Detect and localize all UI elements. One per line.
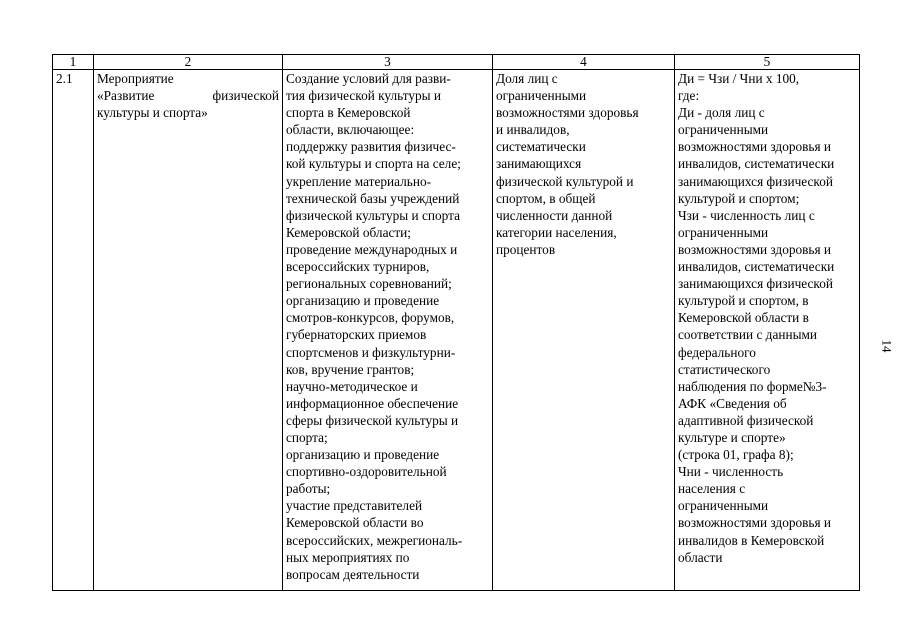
text-line: области, включающее: [286, 122, 415, 138]
text-line: ограниченными [496, 88, 587, 104]
text-line: Чзи - численность лиц с [678, 207, 815, 223]
header-row [53, 55, 860, 70]
text-line: кой культуры и спорта на селе; [286, 156, 461, 172]
text-line: возможностями здоровья [496, 105, 639, 121]
text-line: участие представителей [286, 498, 423, 514]
text-line: спортсменов и физкультурни- [286, 344, 456, 360]
text-line: ограниченными [678, 498, 769, 514]
text-line: проведение международных и [286, 241, 458, 257]
text-line: федерального [678, 344, 756, 360]
header-col-5: 5 [675, 55, 860, 70]
text-line: занимающихся [496, 156, 582, 172]
text-line: процентов [496, 241, 556, 257]
text-line: укрепление материально- [286, 173, 432, 189]
description-cell [283, 70, 493, 591]
text-line: физической культуры и спорта [286, 207, 460, 223]
text-line: Чни - численность [678, 464, 784, 480]
event-word: «Развитие [97, 88, 155, 104]
text-line: ограниченными [678, 122, 769, 138]
header-col-2: 2 [94, 55, 283, 70]
text-line: научно-методическое и [286, 378, 418, 394]
row-number [53, 70, 94, 591]
text-line: физической культурой и [496, 173, 634, 189]
text-line: тия физической культуры и [286, 88, 441, 104]
header-col-4: 4 [493, 55, 675, 70]
text-line: губернаторских приемов [286, 327, 427, 343]
text-line: поддержку развития физичес- [286, 139, 456, 155]
text-line: технической базы учреждений [286, 190, 460, 206]
text-line: систематически [496, 139, 586, 155]
text-line: занимающихся физической [678, 173, 833, 189]
text-line: организацию и проведение [286, 293, 440, 309]
event-cell [94, 70, 283, 591]
text-line: региональных соревнований; [286, 276, 452, 292]
text-line: вопросам деятельности [286, 566, 420, 582]
text-line: смотров-конкурсов, форумов, [286, 310, 455, 326]
text-line: Кемеровской области во [286, 515, 424, 531]
page-number: 14 [879, 339, 895, 353]
text-line: области [678, 549, 723, 565]
text-line: ных мероприятиях по [286, 549, 410, 565]
table-row [53, 70, 860, 591]
event-line-justified [97, 87, 279, 104]
text-line: инвалидов в Кемеровской [678, 532, 825, 548]
text-line: Ди = Чзи / Чни х 100, [678, 71, 800, 86]
text-line: и инвалидов, [496, 122, 570, 138]
text-line: спорта; [286, 429, 328, 445]
text-line: ограниченными [678, 224, 769, 240]
text-line: всероссийских турниров, [286, 259, 430, 275]
text-line: возможностями здоровья и [678, 515, 832, 531]
text-line: Кемеровской области; [286, 224, 411, 240]
text-line: Доля лиц с [496, 71, 558, 86]
text-line: инвалидов, систематически [678, 156, 835, 172]
formula-cell [675, 70, 860, 591]
text-line: Ди - доля лиц с [678, 105, 765, 121]
event-line: Мероприятие [97, 71, 174, 86]
text-line: возможностями здоровья и [678, 241, 832, 257]
text-line: Кемеровской области в [678, 310, 809, 326]
text-line: где: [678, 88, 700, 104]
text-line: ков, вручение грантов; [286, 361, 415, 377]
event-word: физической [212, 88, 279, 104]
header-col-1: 1 [53, 55, 94, 70]
text-line: инвалидов, систематически [678, 259, 835, 275]
text-line: занимающихся физической [678, 276, 833, 292]
text-line: организацию и проведение [286, 447, 440, 463]
text-line: статистического [678, 361, 771, 377]
text-line: соответствии с данными [678, 327, 818, 343]
text-line: категории населения, [496, 224, 617, 240]
event-line: культуры и спорта» [97, 105, 208, 121]
text-line: АФК «Сведения об [678, 395, 787, 411]
text-line: информационное обеспечение [286, 395, 459, 411]
text-line: населения с [678, 481, 746, 497]
header-col-3: 3 [283, 55, 493, 70]
text-line: культурой и спортом, в [678, 293, 809, 309]
text-line: культурой и спортом; [678, 190, 800, 206]
text-line: наблюдения по форме№3- [678, 378, 827, 394]
text-line: сферы физической культуры и [286, 412, 459, 428]
text-line: адаптивной физической [678, 412, 814, 428]
text-line: культуре и спорте» [678, 429, 786, 445]
text-line: спорта в Кемеровской [286, 105, 411, 121]
text-line: численности данной [496, 207, 613, 223]
text-line: Создание условий для разви- [286, 71, 451, 86]
text-line: работы; [286, 481, 331, 497]
text-line: спортивно-оздоровительной [286, 464, 447, 480]
measures-table [52, 54, 860, 591]
text-line: возможностями здоровья и [678, 139, 832, 155]
text-line: всероссийских, межрегиональ- [286, 532, 463, 548]
text-line: (строка 01, графа 8); [678, 447, 794, 463]
indicator-cell [493, 70, 675, 591]
row-number-text: 2.1 [56, 71, 73, 86]
text-line: спортом, в общей [496, 190, 596, 206]
